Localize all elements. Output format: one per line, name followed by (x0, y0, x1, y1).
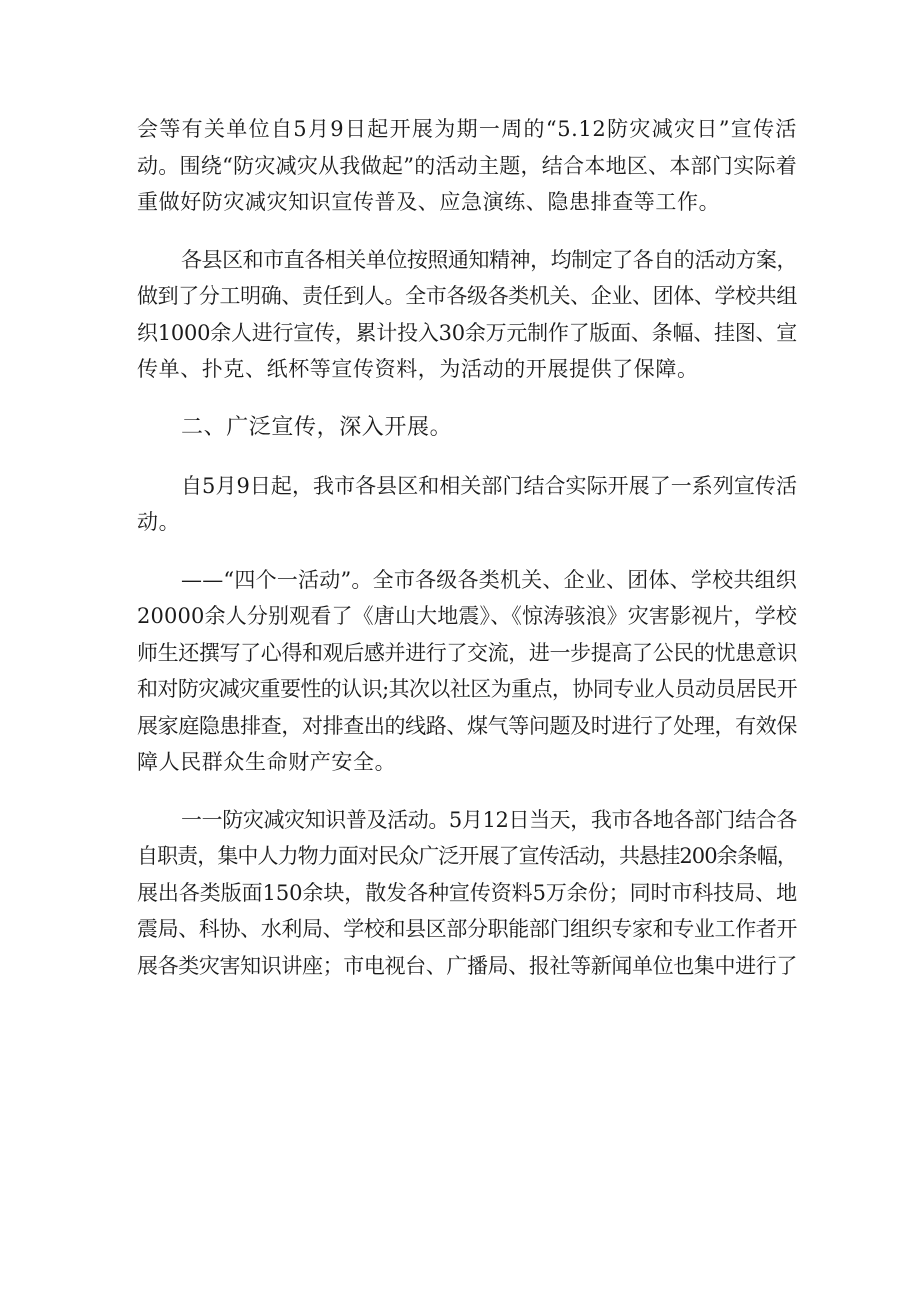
text-line: 障人民群众生命财产安全。 (137, 750, 397, 774)
paragraph-4 (137, 562, 797, 781)
text-line: 一一防灾减灾知识普及活动。5月12日当天，我市各地各部门结合各 (181, 807, 797, 832)
text-line: 展家庭隐患排查，对排查出的线路、煤气等问题及时进行了处理，有效保 (137, 713, 797, 738)
paragraph-1 (137, 111, 797, 221)
text-line: 会等有关单位自5月9日起开展为期一周的“5.12防灾减灾日”宣传活 (137, 117, 797, 141)
text-line: 展出各类版面150余块，散发各种宣传资料5万余份；同时市科技局、地 (137, 880, 797, 905)
text-line: 传单、扑克、纸杯等宣传资料，为活动的开展提供了保障。 (137, 357, 699, 381)
section-heading: 二、广泛宣传，深入开展。 (181, 414, 453, 440)
text-line: 各县区和市直各相关单位按照通知精神，均制定了各自的活动方案， (181, 247, 797, 272)
text-line: 动。围绕“防灾减灾从我做起”的活动主题，结合本地区、本部门实际着 (137, 153, 797, 178)
document-body (137, 111, 797, 1005)
text-line: 自5月9日起，我市各县区和相关部门结合实际开展了一系列宣传活 (181, 473, 797, 498)
text-line: 织1000余人进行宣传，累计投入30余万元制作了版面、条幅、挂图、宣 (137, 320, 797, 345)
text-line: 重做好防灾减灾知识宣传普及、应急演练、隐患排查等工作。 (137, 190, 721, 214)
text-line: 动。 (137, 510, 181, 534)
text-line: 展各类灾害知识讲座；市电视台、广播局、报社等新闻单位也集中进行了 (137, 953, 797, 978)
text-line: 自职责，集中人力物力面对民众广泛开展了宣传活动，共悬挂200余条幅， (137, 844, 797, 868)
text-line: 20000余人分别观看了《唐山大地震》、《惊涛骇浪》灾害影视片，学校 (137, 604, 797, 628)
text-line: 做到了分工明确、责任到人。全市各级各类机关、企业、团体、学校共组 (137, 284, 797, 308)
paragraph-2 (137, 242, 797, 388)
text-line: ——“四个一活动”。全市各级各类机关、企业、团体、学校共组织 (181, 567, 797, 592)
text-line: 震局、科协、水利局、学校和县区部分职能部门组织专家和专业工作者开 (137, 917, 797, 941)
text-line: 师生还撰写了心得和观后感并进行了交流，进一步提高了公民的忧患意识 (137, 640, 797, 665)
text-line: 和对防灾减灾重要性的认识;其次以社区为重点，协同专业人员动员居民开 (137, 677, 797, 701)
paragraph-5 (137, 802, 797, 985)
paragraph-3 (137, 468, 797, 541)
